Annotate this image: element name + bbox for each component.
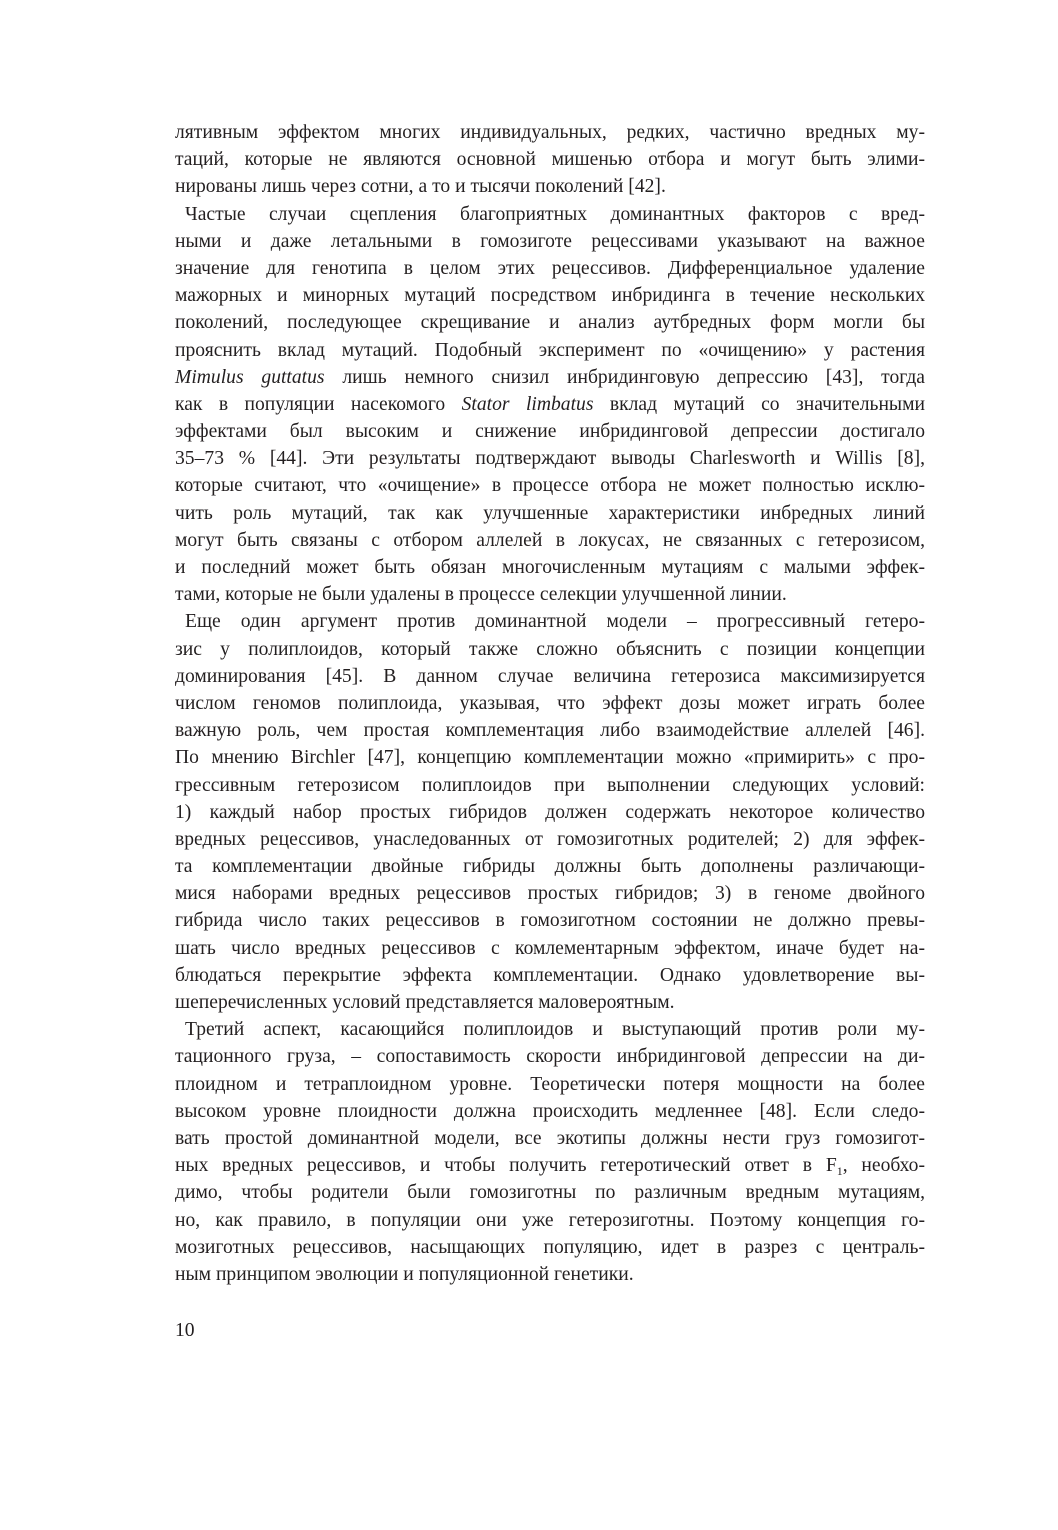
text-line: мажорных и минорных мутаций посредством инбридинга в течение нескольких [175, 285, 925, 307]
italic-term: Mimulus guttatus [175, 366, 325, 388]
text-line: доминирования [45]. В данном случае величина гетерозиса максимизируется [175, 665, 925, 687]
text-line: лятивным эффектом многих индивидуальных, редких, частично вредных му- [175, 122, 925, 143]
text-line: нированы лишь через сотни, а то и тысячи поколений [42]. [175, 176, 666, 198]
text-span: лишь немного снизил инбридинговую депрессию [43], тогда [324, 366, 925, 388]
text-line: вредных рецессивов, унаследованных от гомозиготных родителей; 2) для эффек- [175, 828, 925, 850]
text-line: прояснить вклад мутаций. Подобный эксперимент по «очищению» у растения [175, 339, 925, 361]
paragraph [175, 1016, 925, 1288]
text-line: плоидном и тетраплоидном уровне. Теоретически потеря мощности на более [175, 1073, 925, 1095]
text-line: эффектами был высоким и снижение инбридинговой депрессии достигало [175, 421, 925, 443]
text-line: Еще один аргумент против доминантной модели – прогрессивный гетеро- [185, 611, 925, 633]
text-line: высоком уровне плоидности должна происходить медленнее [48]. Если следо- [175, 1100, 925, 1122]
paragraph [175, 608, 925, 1016]
text-line: мозиготных рецессивов, насыщающих популяцию, идет в разрез с централь- [175, 1236, 925, 1258]
paragraph [175, 201, 925, 609]
text-span: ных вредных рецессивов, и чтобы получить гетеротический ответ в F [175, 1155, 837, 1177]
text-line: шеперечисленных условий представляется маловероятным. [175, 992, 675, 1013]
text-line: важную роль, чем простая комплементация либо взаимодействие аллелей [46]. [175, 720, 925, 742]
text-line [175, 364, 925, 391]
text-line [175, 1152, 925, 1179]
text-line [175, 391, 925, 418]
text-line: но, как правило, в популяции они уже гетерозиготны. Поэтому концепция го- [175, 1209, 925, 1231]
text-line: числом геномов полиплоида, указывая, что эффект дозы может играть более [175, 692, 925, 714]
text-span: как в популяции насекомого [175, 393, 462, 415]
text-line: и последний может быть обязан многочисленным мутациям с малыми эффек- [175, 557, 925, 578]
text-span: вклад мутаций со значительными [593, 393, 925, 415]
text-line: 1) каждый набор простых гибридов должен содержать некоторое количество [175, 801, 925, 823]
paragraph [175, 119, 925, 201]
text-line: зис у полиплоидов, который также сложно объяснить с позиции концепции [175, 638, 925, 660]
subscript: 1 [836, 1164, 843, 1179]
text-line: тационного груза, – сопоставимость скорости инбридинговой депрессии на ди- [175, 1046, 925, 1068]
text-line: гибрида число таких рецессивов в гомозиготном состоянии не должно превы- [175, 910, 925, 932]
text-line: ными и даже летальными в гомозиготе рецессивами указывают на важное [175, 230, 925, 252]
text-line: которые считают, что «очищение» в процессе отбора не может полностью исклю- [175, 475, 925, 497]
text-line: Частые случаи сцепления благоприятных доминантных факторов с вред- [185, 203, 925, 225]
text-line: ным принципом эволюции и популяционной генетики. [175, 1263, 634, 1285]
text-line: чить роль мутаций, так как улучшенные характеристики инбредных линий [175, 502, 925, 524]
text-line: могут быть связаны с отбором аллелей в локусах, не связанных с гетерозисом, [175, 529, 925, 551]
italic-term: Stator limbatus [461, 393, 594, 415]
text-line: тами, которые не были удалены в процессе селекции улучшенной линии. [175, 584, 787, 606]
text-line: поколений, последующее скрещивание и анализ аутбредных форм могли бы [175, 312, 925, 334]
text-line: 35–73 % [44]. Эти результаты подтверждают выводы Charlesworth и Willis [8], [175, 448, 925, 470]
text-span: , необхо- [842, 1155, 925, 1177]
text-line: та комплементации двойные гибриды должны быть дополнены различающи- [175, 856, 925, 878]
text-line: По мнению Birchler [47], концепцию комплементации можно «примирить» с про- [175, 747, 925, 769]
text-line: Третий аспект, касающийся полиплоидов и выступающий против роли му- [185, 1019, 925, 1041]
page-body [175, 119, 925, 1288]
text-line: грессивным гетерозисом полиплоидов при выполнении следующих условий: [175, 774, 925, 796]
text-line: мися наборами вредных рецессивов простых гибридов; 3) в геноме двойного [175, 883, 925, 905]
text-line: вать простой доминантной модели, все экотипы должны нести груз гомозигот- [175, 1127, 925, 1149]
text-line: блюдаться перекрытие эффекта комплементации. Однако удовлетворение вы- [175, 964, 925, 986]
text-line: шать число вредных рецессивов с комлементарным эффектом, иначе будет на- [175, 937, 925, 959]
text-line: таций, которые не являются основной мишенью отбора и могут быть элими- [175, 149, 925, 171]
text-line: значение для генотипа в целом этих рецессивов. Дифференциальное удаление [175, 257, 925, 279]
page-number: 10 [175, 1320, 195, 1341]
text-line: димо, чтобы родители были гомозиготны по различным вредным мутациям, [175, 1182, 925, 1204]
